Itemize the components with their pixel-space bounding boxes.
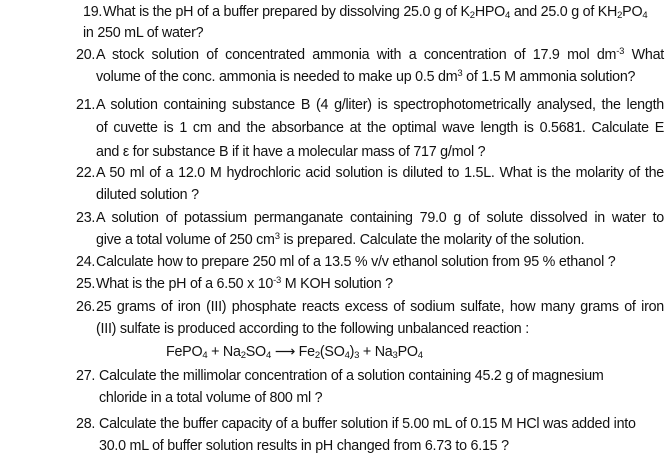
subscript: 4 bbox=[265, 350, 271, 361]
superscript: 3 bbox=[274, 231, 280, 242]
question-number: 20. bbox=[76, 47, 96, 63]
question-number: 28. bbox=[76, 416, 96, 432]
question-number: 22. bbox=[76, 165, 96, 181]
question-number: 19. bbox=[83, 4, 103, 20]
superscript: -3 bbox=[616, 46, 625, 57]
question-line: 25 grams of iron (III) phosphate reacts excess of sodium sulfate, how many grams of iron bbox=[96, 299, 664, 315]
question-line: What is the pH of a 6.50 x $10^{-3}$ M KOH solution ? bbox=[96, 275, 393, 292]
subscript: 4 bbox=[642, 10, 648, 21]
question-line: A solution containing substance B (4 g/liter) is spectrophotometrically analysed, the length bbox=[96, 97, 664, 113]
subscript: 4 bbox=[202, 350, 208, 361]
question-line: give a total volume of 250 $cm^3$ is prepared. Calculate the molarity of the solution. bbox=[96, 231, 585, 248]
question-line: A solution of potassium permanganate containing 79.0 g of solute dissolved in water to bbox=[96, 210, 664, 226]
question-line: 30.0 mL of buffer solution results in pH changed from 6.73 to 6.15 ? bbox=[99, 438, 509, 454]
subscript: 3 bbox=[392, 350, 398, 361]
question-line: diluted solution ? bbox=[96, 187, 199, 203]
question-line: volume of the conc. ammonia is needed to make up 0.5 $dm^3$ of 1.5 M ammonia solution? bbox=[96, 68, 636, 85]
subscript: 4 bbox=[505, 10, 511, 21]
subscript: 2 bbox=[469, 10, 475, 21]
subscript: 2 bbox=[617, 10, 623, 21]
superscript: 3 bbox=[457, 68, 463, 79]
subscript: 4 bbox=[344, 350, 350, 361]
question-number: 27. bbox=[76, 368, 96, 384]
question-line: Calculate how to prepare 250 ml of a 13.5 % v/v ethanol solution from 95 % ethanol ? bbox=[96, 254, 616, 270]
question-number: 21. bbox=[76, 97, 96, 113]
question-number: 25. bbox=[76, 276, 96, 292]
question-line: of cuvette is 1 cm and the absorbance at the optimal wave length is 0.5681. Calculate E bbox=[96, 120, 664, 136]
question-line: (III) sulfate is produced according to the following unbalanced reaction : bbox=[96, 321, 529, 337]
subscript: 3 bbox=[354, 350, 360, 361]
superscript: -3 bbox=[273, 275, 282, 286]
question-line: A 50 ml of a 12.0 M hydrochloric acid solution is diluted to 1.5L. What is the molarity of the bbox=[96, 165, 664, 181]
question-line: A stock solution of concentrated ammonia with a concentration of 17.9 mol $dm^{-3}$ What bbox=[96, 46, 664, 63]
question-number: 26. bbox=[76, 299, 96, 315]
question-line: Calculate the buffer capacity of a buffer solution if 5.00 mL of 0.15 M HCl was added into bbox=[99, 416, 636, 432]
question-line: What is the pH of a buffer prepared by dissolving 25.0 g of $K_2HPO_4$ and 25.0 g of $KH_2PO_4$ bbox=[103, 4, 648, 21]
reaction-equation: FePO$_4$ + $Na_2SO_4$ ⟶ $Fe_2(SO_4)_3 + Na_3PO_4$ bbox=[166, 344, 423, 361]
question-line: Calculate the millimolar concentration of a solution containing 45.2 g of magnesium bbox=[99, 368, 604, 384]
question-number: 24. bbox=[76, 254, 96, 270]
question-line: and ε for substance B if it have a molecular mass of 717 g/mol ? bbox=[96, 144, 486, 160]
question-line: chloride in a total volume of 800 ml ? bbox=[99, 390, 323, 406]
subscript: 2 bbox=[240, 350, 246, 361]
question-number: 23. bbox=[76, 210, 96, 226]
question-line: in 250 mL of water? bbox=[83, 25, 204, 41]
subscript: 4 bbox=[417, 350, 423, 361]
subscript: 2 bbox=[314, 350, 320, 361]
